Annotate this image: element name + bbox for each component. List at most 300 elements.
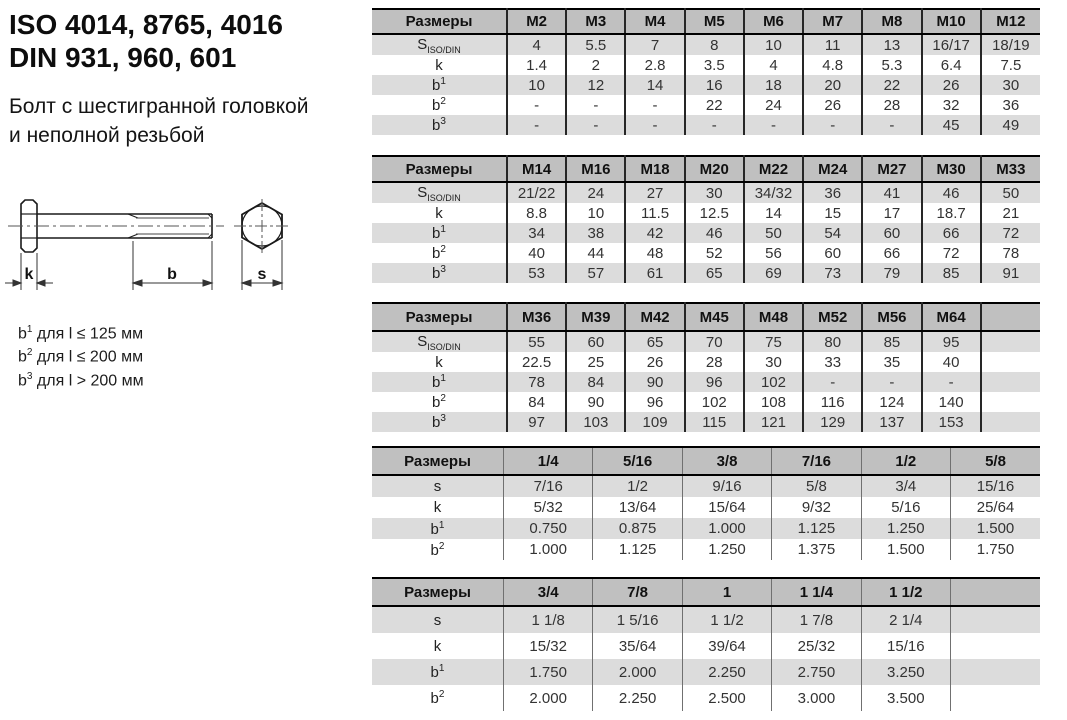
value-cell: 140 [922,392,981,412]
value-cell: 137 [862,412,921,432]
row-label: $S_{ISO/DIN}$ [372,34,507,55]
value-cell [981,372,1040,392]
value-cell: 15/16 [861,633,950,659]
value-cell: 1 5/16 [593,606,682,633]
value-cell: 2.8 [625,55,684,75]
header-row [372,303,1040,331]
value-cell: 85 [922,263,981,283]
value-cell [981,392,1040,412]
value-cell: 90 [566,392,625,412]
label-superscript: 2 [440,96,446,107]
row-label: s [372,475,504,497]
bolt-technical-drawing [0,183,330,318]
column-header: M39 [566,303,625,331]
table-row [372,633,1040,659]
value-cell: 27 [625,182,684,203]
value-cell: 34 [507,223,566,243]
value-cell: 24 [744,95,803,115]
value-cell: - [922,372,981,392]
value-cell: 8.8 [507,203,566,223]
value-cell: 15/32 [504,633,593,659]
table-row [372,55,1040,75]
row-label: $S_{ISO/DIN}$ [372,331,507,352]
table-imperial-quarter-to-5-8 [372,446,1040,560]
value-cell: 60 [566,331,625,352]
value-cell: 1.500 [861,539,950,560]
column-header: M5 [685,9,744,34]
table-row [372,392,1040,412]
value-cell [981,331,1040,352]
value-cell: 0.750 [504,518,593,539]
value-cell: 10 [566,203,625,223]
value-cell: 1.4 [507,55,566,75]
value-cell: 2.500 [682,685,771,711]
row-label: k [433,499,442,516]
row-label: k [433,637,442,655]
value-cell: 69 [744,263,803,283]
value-cell: 102 [685,392,744,412]
footnote: $b^1$ для l ≤ 125 мм [18,324,144,343]
table-row [372,539,1040,560]
value-cell: 65 [685,263,744,283]
table-row [372,412,1040,432]
table-imperial-3-4-to-1-1-2 [372,577,1040,711]
value-cell: 3.500 [861,685,950,711]
value-cell: - [803,115,862,135]
value-cell: 5/16 [861,497,950,518]
row-label: $b^3$ [372,412,507,432]
value-cell: 18/19 [981,34,1040,55]
value-cell: 153 [922,412,981,432]
value-cell: - [625,115,684,135]
column-header: M2 [507,9,566,34]
subtitle-line-1: Болт с шестигранной головкой [9,95,309,118]
row-label: k [435,56,443,74]
value-cell: 1.500 [951,518,1040,539]
value-cell: 42 [625,223,684,243]
value-cell: 36 [981,95,1040,115]
label-superscript: 3 [440,264,446,275]
label-superscript: 3 [440,413,446,424]
corner-header: Размеры [372,447,504,475]
column-header: 1 [682,578,771,606]
value-cell: 44 [566,243,625,263]
label-superscript: 2 [440,393,446,404]
table-metric-m14-m33 [372,155,1040,283]
column-header: M7 [803,9,862,34]
row-label: $b^1$ [372,659,504,685]
value-cell: 30 [685,182,744,203]
column-header: M42 [625,303,684,331]
value-cell: 11 [803,34,862,55]
value-cell: 28 [685,352,744,372]
value-cell: 70 [685,331,744,352]
value-cell: 40 [507,243,566,263]
value-cell: 65 [625,331,684,352]
corner-header: Размеры [372,156,507,182]
subtitle-line-2: и неполной резьбой [9,124,205,147]
value-cell: 50 [981,182,1040,203]
corner-header: Размеры [372,303,507,331]
value-cell: 17 [862,203,921,223]
value-cell: 1.000 [682,518,771,539]
value-cell: 35/64 [593,633,682,659]
value-cell: 28 [862,95,921,115]
value-cell: 95 [922,331,981,352]
column-header: M56 [862,303,921,331]
value-cell: 35 [862,352,921,372]
value-cell [981,352,1040,372]
value-cell: 2.750 [772,659,861,685]
value-cell: 2.250 [593,685,682,711]
value-cell: 48 [625,243,684,263]
value-cell: - [862,372,921,392]
value-cell: 129 [803,412,862,432]
value-cell: 108 [744,392,803,412]
column-header: M12 [981,9,1040,34]
value-cell: 1.750 [504,659,593,685]
table-row [372,685,1040,711]
value-cell: 13/64 [593,497,682,518]
value-cell: 2.250 [682,659,771,685]
value-cell: 4 [507,34,566,55]
page-title-din: DIN 931, 960, 601 [9,42,237,73]
value-cell: 78 [507,372,566,392]
value-cell: 39/64 [682,633,771,659]
label-subscript: ISO/DIN [427,192,461,203]
value-cell: 50 [744,223,803,243]
label-superscript: 2 [438,540,445,552]
table-row [372,223,1040,243]
row-label: $b^1$ [372,75,507,95]
value-cell: 22 [685,95,744,115]
label-subscript: ISO/DIN [427,341,461,352]
value-cell: 10 [507,75,566,95]
value-cell: 72 [922,243,981,263]
table-row [372,518,1040,539]
table-row [372,95,1040,115]
value-cell: 4 [744,55,803,75]
value-cell: 1 1/8 [504,606,593,633]
title-block [9,8,283,74]
value-cell: 12.5 [685,203,744,223]
value-cell: 26 [625,352,684,372]
value-cell: 1.000 [504,539,593,560]
row-label: $b^1$ [372,372,507,392]
column-header: M10 [922,9,981,34]
value-cell: 0.875 [593,518,682,539]
value-cell: 40 [922,352,981,372]
value-cell: 3.250 [861,659,950,685]
value-cell: 25/64 [951,497,1040,518]
value-cell: 6.4 [922,55,981,75]
value-cell: 14 [625,75,684,95]
label-superscript: 1 [440,76,446,87]
value-cell: 73 [803,263,862,283]
value-cell: 2 [566,55,625,75]
value-cell: 15/16 [951,475,1040,497]
column-header: 5/16 [593,447,682,475]
value-cell: 45 [922,115,981,135]
value-cell [951,659,1040,685]
column-header: M24 [803,156,862,182]
table-row [372,182,1040,203]
value-cell: 84 [566,372,625,392]
label-subscript: ISO/DIN [427,44,461,55]
value-cell: 121 [744,412,803,432]
column-header: M52 [803,303,862,331]
row-label: $b^2$ [432,244,446,262]
table-row [372,352,1040,372]
value-cell: 3.000 [772,685,861,711]
value-cell: 96 [685,372,744,392]
value-cell: 124 [862,392,921,412]
value-cell: 66 [862,243,921,263]
row-label: $b^3$ [372,263,507,283]
value-cell: 60 [862,223,921,243]
table-row [372,497,1040,518]
dimension-table [372,302,1040,432]
column-header: M14 [507,156,566,182]
value-cell: 75 [744,331,803,352]
table-row [372,475,1040,497]
row-label: $b^1$ [372,518,504,539]
value-cell: 36 [803,182,862,203]
value-cell: 7/16 [504,475,593,497]
table-row [372,243,1040,263]
column-header: M64 [922,303,981,331]
table-row [372,263,1040,283]
header-row [372,447,1040,475]
row-label: $S_{ISO/DIN}$ [372,182,507,203]
label-superscript: 1 [438,663,445,674]
dim-label-s: s [257,266,267,283]
value-cell: 60 [803,243,862,263]
table-row [372,203,1040,223]
value-cell: 16/17 [922,34,981,55]
value-cell: 41 [862,182,921,203]
value-cell: 30 [744,352,803,372]
value-cell: 3.5 [685,55,744,75]
column-header: 3/8 [682,447,771,475]
value-cell: 46 [685,223,744,243]
column-header [981,303,1040,331]
column-header: 1 1/2 [861,578,950,606]
value-cell: 32 [922,95,981,115]
column-header: M30 [922,156,981,182]
column-header: M33 [981,156,1040,182]
value-cell: 22 [862,75,921,95]
value-cell: 80 [803,331,862,352]
label-superscript: 3 [440,116,446,127]
value-cell: 4.8 [803,55,862,75]
footnote-superscript: 2 [26,347,33,359]
dim-label-b: b [167,266,177,283]
value-cell: 116 [803,392,862,412]
column-header: M18 [625,156,684,182]
value-cell: 30 [981,75,1040,95]
value-cell: 18 [744,75,803,95]
row-label: $b^2$ [430,540,445,559]
value-cell: 22.5 [507,352,566,372]
value-cell: 20 [803,75,862,95]
value-cell: 25/32 [772,633,861,659]
value-cell: 57 [566,263,625,283]
row-label: k [435,353,443,371]
value-cell: 9/16 [682,475,771,497]
value-cell: 1.125 [772,518,861,539]
dimension-table [372,155,1040,283]
value-cell: 10 [744,34,803,55]
column-header: M36 [507,303,566,331]
row-label: k [435,204,443,222]
value-cell: 91 [981,263,1040,283]
value-cell: 96 [625,392,684,412]
table-row [372,34,1040,55]
table-row [372,606,1040,633]
label-superscript: 2 [440,244,446,255]
value-cell: - [625,95,684,115]
column-header: M3 [566,9,625,34]
column-header: M20 [685,156,744,182]
row-label: $b^2$ [432,96,446,114]
table-row [372,659,1040,685]
value-cell: 8 [685,34,744,55]
subtitle-block [9,92,308,150]
value-cell: 1.750 [951,539,1040,560]
value-cell: 84 [507,392,566,412]
value-cell: 33 [803,352,862,372]
value-cell: 18.7 [922,203,981,223]
table-row [372,372,1040,392]
value-cell: - [566,95,625,115]
value-cell: 109 [625,412,684,432]
value-cell: 78 [981,243,1040,263]
value-cell: 85 [862,331,921,352]
value-cell: 3/4 [861,475,950,497]
value-cell: 21 [981,203,1040,223]
value-cell: 1.250 [861,518,950,539]
value-cell: - [803,372,862,392]
value-cell: 1.375 [772,539,861,560]
column-header: M16 [566,156,625,182]
header-row [372,9,1040,34]
value-cell: 11.5 [625,203,684,223]
value-cell: 26 [803,95,862,115]
value-cell: 14 [744,203,803,223]
value-cell: 1.125 [593,539,682,560]
value-cell: 5/32 [504,497,593,518]
value-cell: 15 [803,203,862,223]
value-cell: 1.250 [682,539,771,560]
value-cell: - [862,115,921,135]
row-label: $b^2$ [432,393,446,411]
value-cell: 90 [625,372,684,392]
value-cell: 2.000 [504,685,593,711]
header-row [372,578,1040,606]
value-cell: 54 [803,223,862,243]
value-cell: 72 [981,223,1040,243]
table-metric-m36-m64 [372,302,1040,432]
value-cell: 49 [981,115,1040,135]
value-cell: - [507,115,566,135]
value-cell: 21/22 [507,182,566,203]
column-header: 3/4 [504,578,593,606]
column-header: M27 [862,156,921,182]
value-cell: 52 [685,243,744,263]
value-cell: 16 [685,75,744,95]
footnotes-block [18,320,144,390]
value-cell: 5/8 [772,475,861,497]
value-cell: 61 [625,263,684,283]
value-cell: 5.5 [566,34,625,55]
value-cell [951,606,1040,633]
value-cell: 24 [566,182,625,203]
label-superscript: 1 [440,224,446,235]
column-header: 5/8 [951,447,1040,475]
column-header [951,578,1040,606]
value-cell: 2 1/4 [861,606,950,633]
value-cell: 1 1/2 [682,606,771,633]
value-cell: 1/2 [593,475,682,497]
column-header: 7/16 [772,447,861,475]
footnote: $b^2$ для l ≤ 200 мм [18,347,144,366]
value-cell: 12 [566,75,625,95]
value-cell: 103 [566,412,625,432]
page-title-iso: ISO 4014, 8765, 4016 [9,9,283,40]
dim-label-k: k [24,266,34,283]
value-cell [951,685,1040,711]
header-row [372,156,1040,182]
row-label: $b^2$ [430,689,445,707]
value-cell: 46 [922,182,981,203]
dimension-table [372,577,1040,711]
table-row [372,115,1040,135]
value-cell: - [507,95,566,115]
label-superscript: 2 [438,689,445,700]
value-cell: 26 [922,75,981,95]
value-cell: 66 [922,223,981,243]
column-header: 1/2 [861,447,950,475]
column-header: M8 [862,9,921,34]
column-header: M6 [744,9,803,34]
value-cell: 5.3 [862,55,921,75]
column-header: 1/4 [504,447,593,475]
footnote: $b^3$ для l > 200 мм [18,370,144,389]
value-cell [951,633,1040,659]
row-label: $b^3$ [372,115,507,135]
value-cell: 102 [744,372,803,392]
dimension-table [372,446,1040,560]
corner-header: Размеры [372,578,504,606]
label-superscript: 1 [440,373,446,384]
table-metric-m2-m12 [372,8,1040,135]
value-cell: 7 [625,34,684,55]
value-cell: - [566,115,625,135]
value-cell: 15/64 [682,497,771,518]
label-superscript: 1 [438,519,445,531]
column-header: 1 1/4 [772,578,861,606]
value-cell: 13 [862,34,921,55]
value-cell: 25 [566,352,625,372]
value-cell: 34/32 [744,182,803,203]
column-header: M4 [625,9,684,34]
column-header: M22 [744,156,803,182]
column-header: M45 [685,303,744,331]
value-cell: 115 [685,412,744,432]
footnote-superscript: 3 [26,370,33,382]
value-cell: 97 [507,412,566,432]
